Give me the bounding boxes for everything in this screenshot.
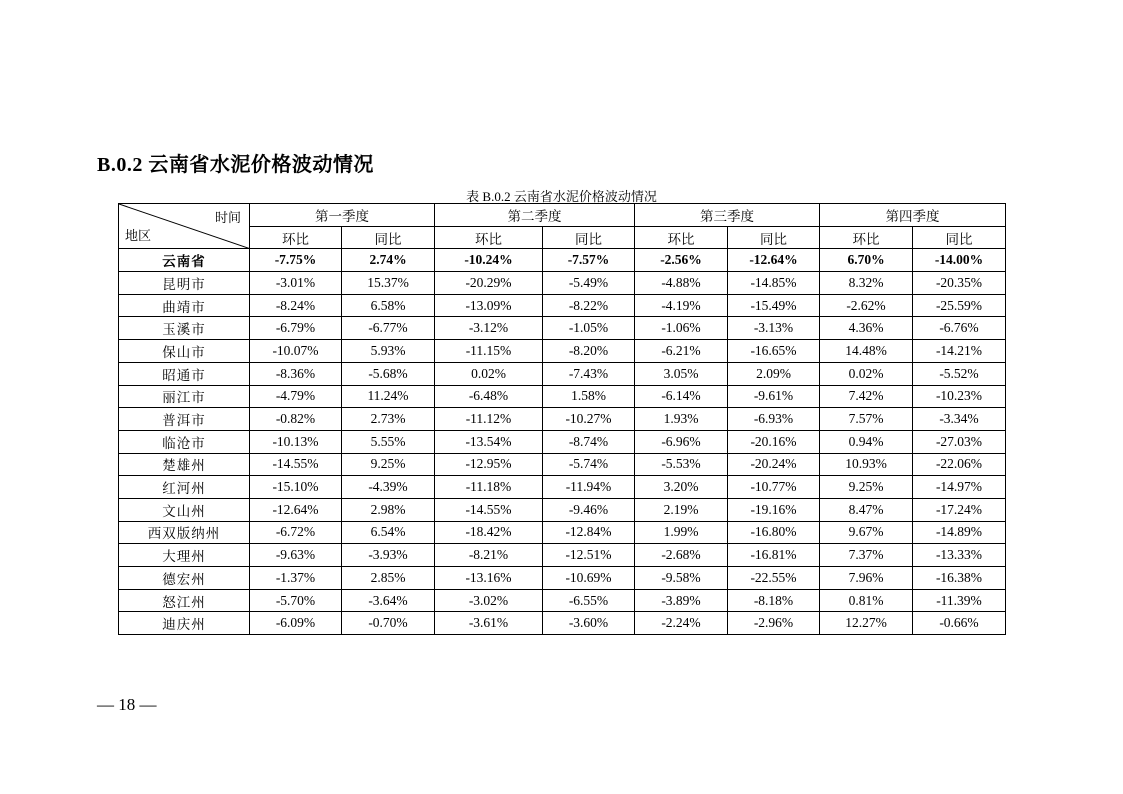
value-cell: -14.89%	[913, 521, 1006, 544]
region-cell: 曲靖市	[119, 294, 250, 317]
corner-region-label: 地区	[125, 228, 152, 244]
value-cell: 15.37%	[342, 272, 435, 295]
region-cell: 红河州	[119, 476, 250, 499]
table-row	[119, 385, 1006, 408]
value-cell: 10.93%	[820, 453, 913, 476]
value-cell: 2.98%	[342, 498, 435, 521]
value-cell: -3.01%	[250, 272, 342, 295]
value-cell: -12.95%	[435, 453, 543, 476]
region-cell: 云南省	[119, 249, 250, 272]
corner-time-label: 时间	[214, 210, 241, 225]
value-cell: 12.27%	[820, 612, 913, 635]
region-cell: 玉溪市	[119, 317, 250, 340]
value-cell: -20.29%	[435, 272, 543, 295]
value-cell: -19.16%	[728, 498, 820, 521]
value-cell: -3.93%	[342, 544, 435, 567]
value-cell: -3.61%	[435, 612, 543, 635]
metric-header: 环比	[435, 226, 543, 249]
value-cell: -9.63%	[250, 544, 342, 567]
value-cell: -3.60%	[543, 612, 635, 635]
value-cell: -8.20%	[543, 340, 635, 363]
table-caption: 表 B.0.2 云南省水泥价格波动情况	[466, 189, 657, 204]
value-cell: 6.54%	[342, 521, 435, 544]
value-cell: -10.77%	[728, 476, 820, 499]
value-cell: 2.73%	[342, 408, 435, 431]
table-row	[119, 340, 1006, 363]
price-fluctuation-table	[118, 203, 1006, 635]
value-cell: -16.38%	[913, 567, 1006, 590]
value-cell: -11.12%	[435, 408, 543, 431]
region-cell: 迪庆州	[119, 612, 250, 635]
value-cell: -7.43%	[543, 362, 635, 385]
quarter-header: 第三季度	[635, 204, 820, 227]
region-cell: 德宏州	[119, 567, 250, 590]
value-cell: 0.02%	[435, 362, 543, 385]
value-cell: 2.09%	[728, 362, 820, 385]
value-cell: -5.74%	[543, 453, 635, 476]
table-row	[119, 317, 1006, 340]
value-cell: -6.79%	[250, 317, 342, 340]
table-row	[119, 362, 1006, 385]
value-cell: 0.94%	[820, 430, 913, 453]
table-row	[119, 521, 1006, 544]
value-cell: -13.16%	[435, 567, 543, 590]
value-cell: -6.76%	[913, 317, 1006, 340]
value-cell: 5.93%	[342, 340, 435, 363]
value-cell: -2.68%	[635, 544, 728, 567]
value-cell: 7.37%	[820, 544, 913, 567]
value-cell: -14.00%	[913, 249, 1006, 272]
metric-header: 环比	[820, 226, 913, 249]
value-cell: 11.24%	[342, 385, 435, 408]
value-cell: -5.52%	[913, 362, 1006, 385]
table-row	[119, 408, 1006, 431]
region-cell: 文山州	[119, 498, 250, 521]
table-row	[119, 294, 1006, 317]
value-cell: -9.61%	[728, 385, 820, 408]
table-row	[119, 544, 1006, 567]
value-cell: -10.13%	[250, 430, 342, 453]
value-cell: -20.16%	[728, 430, 820, 453]
region-cell: 普洱市	[119, 408, 250, 431]
value-cell: -1.06%	[635, 317, 728, 340]
value-cell: 5.55%	[342, 430, 435, 453]
value-cell: 8.32%	[820, 272, 913, 295]
value-cell: -2.96%	[728, 612, 820, 635]
region-cell: 楚雄州	[119, 453, 250, 476]
value-cell: -16.80%	[728, 521, 820, 544]
value-cell: -11.18%	[435, 476, 543, 499]
value-cell: 1.93%	[635, 408, 728, 431]
value-cell: -10.07%	[250, 340, 342, 363]
value-cell: 9.25%	[820, 476, 913, 499]
quarter-header: 第一季度	[250, 204, 435, 227]
value-cell: -8.22%	[543, 294, 635, 317]
value-cell: 1.58%	[543, 385, 635, 408]
metric-header: 环比	[250, 226, 342, 249]
metric-header: 同比	[728, 226, 820, 249]
header-row-quarters	[119, 204, 1006, 227]
value-cell: 7.96%	[820, 567, 913, 590]
value-cell: -13.54%	[435, 430, 543, 453]
value-cell: -10.69%	[543, 567, 635, 590]
value-cell: -16.81%	[728, 544, 820, 567]
value-cell: -22.55%	[728, 567, 820, 590]
region-cell: 西双版纳州	[119, 521, 250, 544]
value-cell: 1.99%	[635, 521, 728, 544]
region-cell: 昆明市	[119, 272, 250, 295]
value-cell: -2.62%	[820, 294, 913, 317]
quarter-header: 第四季度	[820, 204, 1006, 227]
value-cell: -7.75%	[250, 249, 342, 272]
table-row	[119, 430, 1006, 453]
value-cell: 8.47%	[820, 498, 913, 521]
metric-header: 同比	[543, 226, 635, 249]
value-cell: -0.82%	[250, 408, 342, 431]
value-cell: -3.12%	[435, 317, 543, 340]
value-cell: -12.64%	[250, 498, 342, 521]
metric-header: 环比	[635, 226, 728, 249]
value-cell: -6.96%	[635, 430, 728, 453]
value-cell: -14.97%	[913, 476, 1006, 499]
value-cell: -1.37%	[250, 567, 342, 590]
value-cell: -1.05%	[543, 317, 635, 340]
value-cell: -4.19%	[635, 294, 728, 317]
value-cell: -3.89%	[635, 589, 728, 612]
value-cell: -4.39%	[342, 476, 435, 499]
value-cell: -5.68%	[342, 362, 435, 385]
value-cell: 9.25%	[342, 453, 435, 476]
value-cell: -25.59%	[913, 294, 1006, 317]
header-row-metrics	[119, 226, 1006, 249]
value-cell: -8.36%	[250, 362, 342, 385]
value-cell: -20.24%	[728, 453, 820, 476]
value-cell: -17.24%	[913, 498, 1006, 521]
value-cell: 6.70%	[820, 249, 913, 272]
value-cell: -9.46%	[543, 498, 635, 521]
table-body	[119, 249, 1006, 635]
value-cell: -5.53%	[635, 453, 728, 476]
region-cell: 保山市	[119, 340, 250, 363]
value-cell: -20.35%	[913, 272, 1006, 295]
value-cell: 2.19%	[635, 498, 728, 521]
value-cell: -3.64%	[342, 589, 435, 612]
value-cell: -4.88%	[635, 272, 728, 295]
section-title: B.0.2 云南省水泥价格波动情况	[97, 154, 374, 176]
table-row	[119, 249, 1006, 272]
value-cell: 7.42%	[820, 385, 913, 408]
value-cell: -8.21%	[435, 544, 543, 567]
value-cell: -18.42%	[435, 521, 543, 544]
value-cell: -2.24%	[635, 612, 728, 635]
value-cell: 6.58%	[342, 294, 435, 317]
value-cell: -7.57%	[543, 249, 635, 272]
value-cell: -8.18%	[728, 589, 820, 612]
value-cell: -16.65%	[728, 340, 820, 363]
value-cell: -6.21%	[635, 340, 728, 363]
page-number: — 18 —	[97, 695, 157, 714]
value-cell: -14.85%	[728, 272, 820, 295]
value-cell: -14.21%	[913, 340, 1006, 363]
value-cell: 3.20%	[635, 476, 728, 499]
value-cell: -11.39%	[913, 589, 1006, 612]
region-cell: 临沧市	[119, 430, 250, 453]
value-cell: -6.77%	[342, 317, 435, 340]
value-cell: 0.81%	[820, 589, 913, 612]
table-row	[119, 476, 1006, 499]
value-cell: -10.24%	[435, 249, 543, 272]
value-cell: 4.36%	[820, 317, 913, 340]
table-row	[119, 453, 1006, 476]
value-cell: -14.55%	[435, 498, 543, 521]
value-cell: -10.23%	[913, 385, 1006, 408]
value-cell: -3.13%	[728, 317, 820, 340]
value-cell: -6.09%	[250, 612, 342, 635]
value-cell: -6.55%	[543, 589, 635, 612]
value-cell: -6.48%	[435, 385, 543, 408]
corner-header-cell	[119, 204, 250, 249]
value-cell: -12.51%	[543, 544, 635, 567]
table-row	[119, 272, 1006, 295]
value-cell: -3.34%	[913, 408, 1006, 431]
region-cell: 怒江州	[119, 589, 250, 612]
value-cell: -6.14%	[635, 385, 728, 408]
value-cell: -6.72%	[250, 521, 342, 544]
value-cell: -5.70%	[250, 589, 342, 612]
region-cell: 大理州	[119, 544, 250, 567]
table-row	[119, 567, 1006, 590]
value-cell: -3.02%	[435, 589, 543, 612]
value-cell: -15.49%	[728, 294, 820, 317]
table-row	[119, 589, 1006, 612]
value-cell: 14.48%	[820, 340, 913, 363]
region-cell: 丽江市	[119, 385, 250, 408]
value-cell: -14.55%	[250, 453, 342, 476]
value-cell: -11.15%	[435, 340, 543, 363]
value-cell: -4.79%	[250, 385, 342, 408]
value-cell: 0.02%	[820, 362, 913, 385]
metric-header: 同比	[342, 226, 435, 249]
value-cell: 2.74%	[342, 249, 435, 272]
quarter-header: 第二季度	[435, 204, 635, 227]
value-cell: -27.03%	[913, 430, 1006, 453]
value-cell: -12.64%	[728, 249, 820, 272]
value-cell: -2.56%	[635, 249, 728, 272]
value-cell: 7.57%	[820, 408, 913, 431]
value-cell: -13.33%	[913, 544, 1006, 567]
value-cell: -8.24%	[250, 294, 342, 317]
value-cell: -9.58%	[635, 567, 728, 590]
value-cell: -15.10%	[250, 476, 342, 499]
table-row	[119, 612, 1006, 635]
value-cell: 2.85%	[342, 567, 435, 590]
value-cell: -8.74%	[543, 430, 635, 453]
value-cell: 9.67%	[820, 521, 913, 544]
value-cell: 3.05%	[635, 362, 728, 385]
value-cell: -12.84%	[543, 521, 635, 544]
value-cell: -0.66%	[913, 612, 1006, 635]
table-row	[119, 498, 1006, 521]
value-cell: -13.09%	[435, 294, 543, 317]
value-cell: -10.27%	[543, 408, 635, 431]
value-cell: -0.70%	[342, 612, 435, 635]
value-cell: -6.93%	[728, 408, 820, 431]
region-cell: 昭通市	[119, 362, 250, 385]
value-cell: -5.49%	[543, 272, 635, 295]
metric-header: 同比	[913, 226, 1006, 249]
value-cell: -11.94%	[543, 476, 635, 499]
value-cell: -22.06%	[913, 453, 1006, 476]
